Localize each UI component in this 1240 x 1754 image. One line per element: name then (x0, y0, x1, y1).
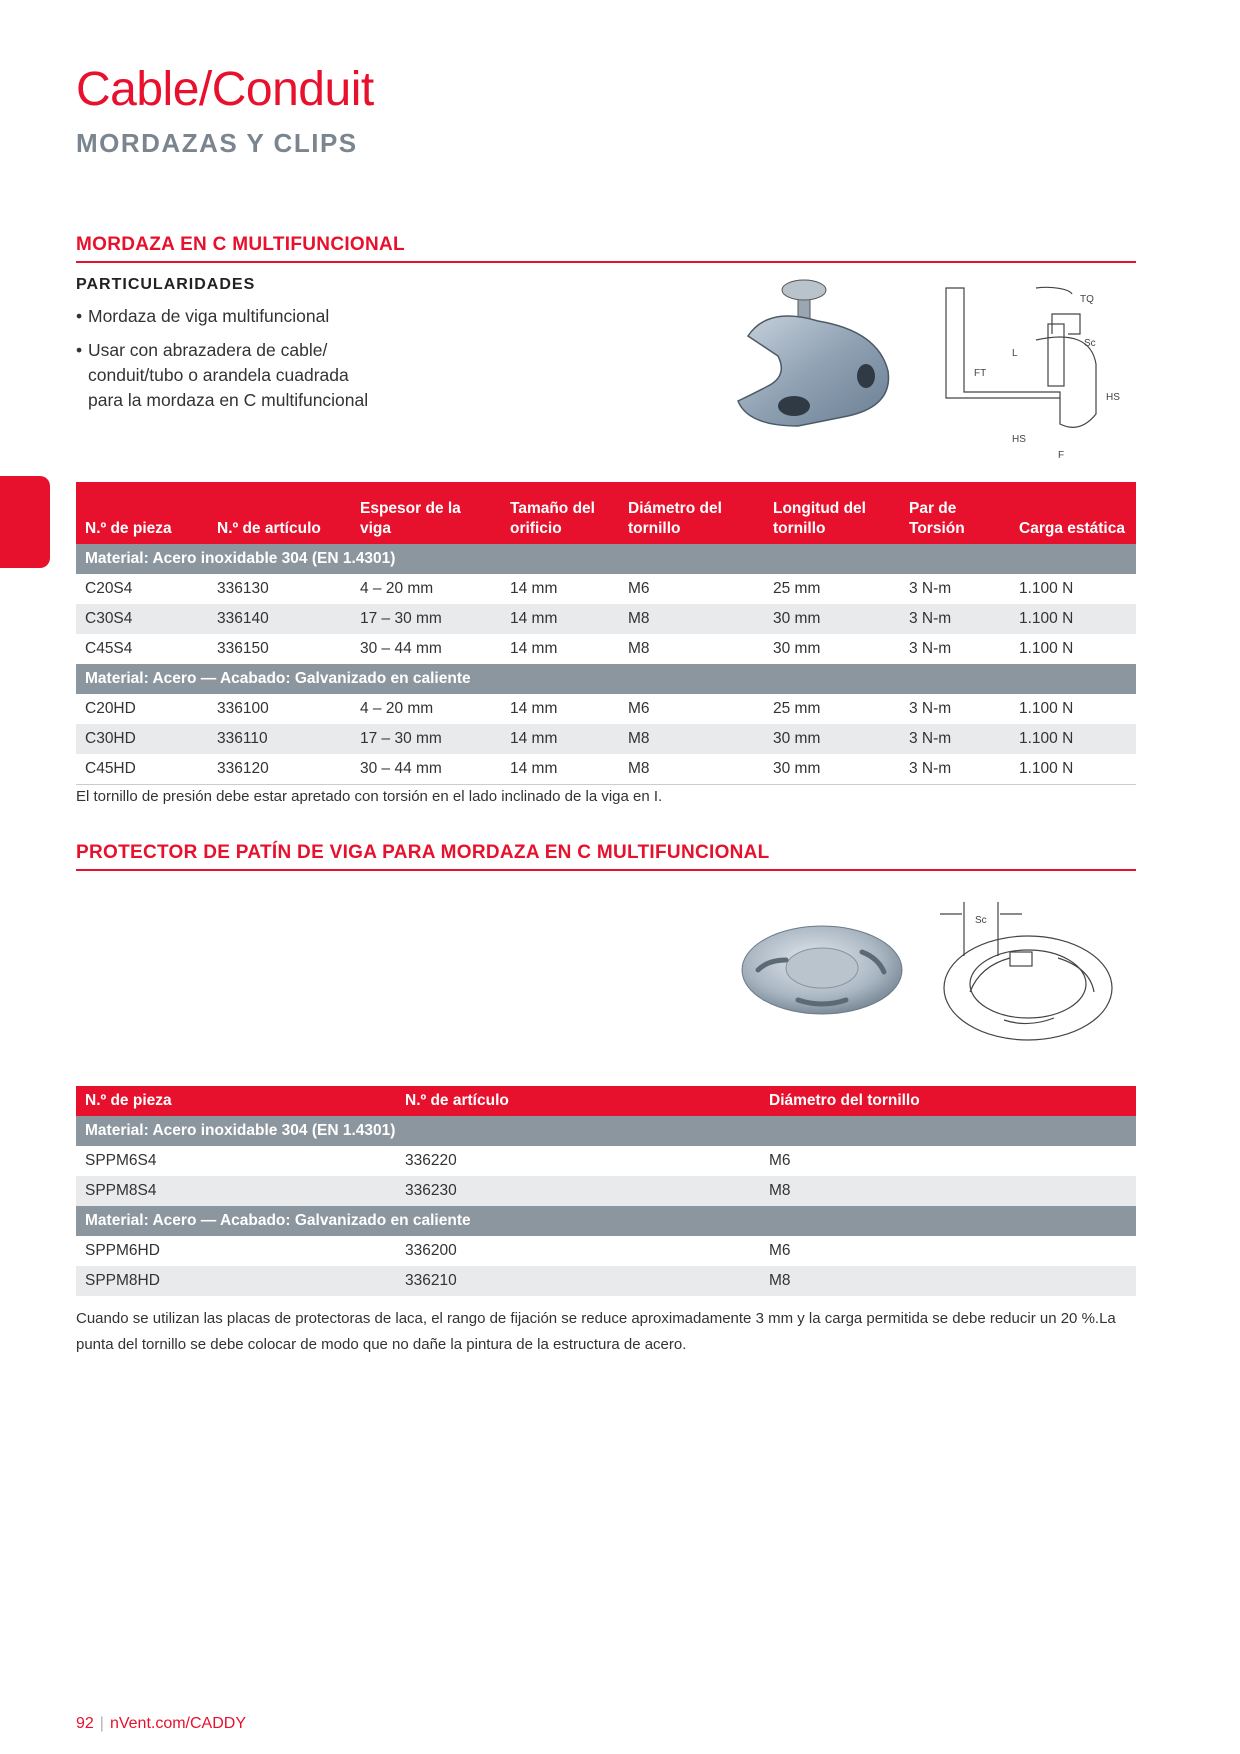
table-cell: 30 mm (773, 640, 821, 657)
table-row (76, 1176, 1136, 1206)
diagram-label-ft: FT (974, 368, 987, 379)
table-row (76, 724, 1136, 754)
features-list (76, 304, 376, 422)
table-cell: 336210 (396, 1266, 760, 1296)
table-row (76, 574, 1136, 604)
feature-item: • Usar con abrazadera de cable/ conduit/tubo o arandela cuadrada para la mordaza en C multifuncional (76, 338, 376, 413)
protector-diagram (940, 896, 1130, 1046)
table-cell: 3 N-m (909, 580, 952, 597)
diagram-label-sc: Sc (1084, 338, 1096, 349)
table-cell: C20S4 (85, 580, 133, 597)
table-cell: 3 N-m (900, 754, 1010, 785)
col-header: Carga estática (1010, 482, 1136, 544)
material-row (76, 664, 1136, 694)
table-cell: 14 mm (510, 640, 558, 657)
protector-note: Cuando se utilizan las placas de protectoras de laca, el rango de fijación se reduce aproximadamente 3 mm y la carga permitida se debe reducir un 20 %.La punta del tornillo se debe colocar de modo que no dañe la pintura de la estructura de acero. (76, 1310, 1116, 1353)
table-cell: 17 – 30 mm (351, 604, 501, 634)
diagram-label-l: L (1012, 348, 1018, 359)
col-header: Espesor de la viga (351, 482, 501, 544)
table-cell: C45S4 (85, 640, 133, 657)
table-cell: 336100 (217, 700, 269, 717)
table-header (76, 482, 1136, 544)
col-header: N.º de artículo (396, 1086, 760, 1116)
page-number: 92 (76, 1715, 94, 1732)
table-cell: SPPM6HD (85, 1242, 160, 1259)
table-cell: SPPM6S4 (85, 1152, 157, 1169)
table-cell: 25 mm (773, 580, 821, 597)
table-cell: M8 (619, 724, 764, 754)
table-cell: 30 – 44 mm (360, 640, 442, 657)
table-cell: 1.100 N (1019, 580, 1074, 597)
col-header: Par de Torsión (900, 482, 1010, 544)
table-header (76, 1086, 1136, 1116)
c-clamp-diagram (940, 284, 1130, 474)
table-cell: Material: Acero inoxidable 304 (EN 1.4301) (76, 544, 1136, 574)
col-header: Tamaño del orificio (501, 482, 619, 544)
table-row (76, 634, 1136, 664)
table-cell: 336110 (208, 724, 351, 754)
table-cell: 14 mm (501, 604, 619, 634)
section-side-tab (0, 476, 50, 568)
table-cell: 14 mm (501, 724, 619, 754)
table-cell: SPPM8S4 (76, 1176, 396, 1206)
table-cell: 30 mm (764, 604, 900, 634)
table-row (76, 1146, 1136, 1176)
table-cell: 1.100 N (1010, 604, 1136, 634)
table-cell: M6 (628, 700, 650, 717)
protector-table (76, 1086, 1136, 1296)
table-cell: 1.100 N (1010, 754, 1136, 785)
diagram-label-f: F (1058, 450, 1065, 461)
table-cell: 336200 (405, 1242, 457, 1259)
table-cell: 14 mm (501, 754, 619, 785)
table-cell: Material: Acero inoxidable 304 (EN 1.4301) (76, 1116, 1136, 1146)
footer-separator: | (99, 1715, 104, 1732)
table-cell: M8 (619, 754, 764, 785)
table-row (76, 694, 1136, 724)
material-row (76, 1206, 1136, 1236)
col-header: N.º de pieza (76, 1086, 396, 1116)
section-heading-protector: PROTECTOR DE PATÍN DE VIGA PARA MORDAZA EN C MULTIFUNCIONAL (76, 842, 1136, 871)
material-row (76, 544, 1136, 574)
table-cell: 3 N-m (909, 700, 952, 717)
table-cell: C30S4 (76, 604, 208, 634)
table-cell: 30 mm (764, 724, 900, 754)
table-cell: 336120 (208, 754, 351, 785)
table-cell: M6 (769, 1152, 791, 1169)
table-row (76, 1236, 1136, 1266)
table-cell: 336140 (208, 604, 351, 634)
table-cell: 14 mm (510, 580, 558, 597)
table-cell: 3 N-m (900, 724, 1010, 754)
section-heading-mordaza: MORDAZA EN C MULTIFUNCIONAL (76, 234, 1136, 263)
table-cell: SPPM8HD (76, 1266, 396, 1296)
diagram-label-tq: TQ (1080, 294, 1094, 305)
col-header: Diámetro del tornillo (619, 482, 764, 544)
table-cell: 4 – 20 mm (360, 700, 434, 717)
table-cell: 3 N-m (900, 604, 1010, 634)
material-row (76, 1116, 1136, 1146)
diagram-label-hs: HS (1106, 392, 1120, 403)
table-cell: 4 – 20 mm (360, 580, 434, 597)
table-cell: Material: Acero — Acabado: Galvanizado en caliente (76, 664, 1136, 694)
table-cell: 14 mm (510, 700, 558, 717)
table-cell: 17 – 30 mm (351, 724, 501, 754)
table-cell: M8 (619, 604, 764, 634)
table-cell: 336220 (405, 1152, 457, 1169)
table-cell: 30 mm (764, 754, 900, 785)
footer-link[interactable]: nVent.com/CADDY (109, 1715, 247, 1732)
diagram-label-hs2: HS (1012, 434, 1026, 445)
table-cell: C45HD (76, 754, 208, 785)
table-cell: Material: Acero — Acabado: Galvanizado en caliente (76, 1206, 1136, 1236)
table-cell: 25 mm (773, 700, 821, 717)
diagram-label-sc: Sc (975, 915, 987, 926)
table-cell: 1.100 N (1010, 724, 1136, 754)
page-subtitle: MORDAZAS Y CLIPS (76, 128, 358, 158)
table-cell: 3 N-m (909, 640, 952, 657)
table-cell: 336130 (217, 580, 269, 597)
col-header: N.º de artículo (208, 482, 351, 544)
table-cell: 336150 (217, 640, 269, 657)
footer (76, 1715, 246, 1733)
table-row (76, 604, 1136, 634)
col-header: N.º de pieza (76, 482, 208, 544)
protector-photo (738, 920, 908, 1020)
table-cell: C30HD (76, 724, 208, 754)
table-cell: M8 (628, 640, 650, 657)
mordaza-table (76, 482, 1136, 785)
col-header: Diámetro del tornillo (760, 1086, 1136, 1116)
c-clamp-photo (728, 276, 908, 436)
table-cell: 1.100 N (1019, 700, 1074, 717)
table-row (76, 1266, 1136, 1296)
table-cell: 1.100 N (1019, 640, 1074, 657)
mordaza-note: El tornillo de presión debe estar apretado con torsión en el lado inclinado de la viga en I. (76, 788, 663, 805)
feature-item: • Mordaza de viga multifuncional (76, 304, 376, 329)
table-row (76, 754, 1136, 785)
table-cell: C20HD (85, 700, 136, 717)
table-cell: 30 – 44 mm (351, 754, 501, 785)
page-title: Cable/Conduit (76, 63, 374, 116)
col-header: Longitud del tornillo (764, 482, 900, 544)
table-cell: M6 (769, 1242, 791, 1259)
table-cell: M6 (628, 580, 650, 597)
table-cell: M8 (760, 1176, 1136, 1206)
features-heading: PARTICULARIDADES (76, 276, 256, 293)
table-cell: 336230 (396, 1176, 760, 1206)
table-cell: M8 (760, 1266, 1136, 1296)
